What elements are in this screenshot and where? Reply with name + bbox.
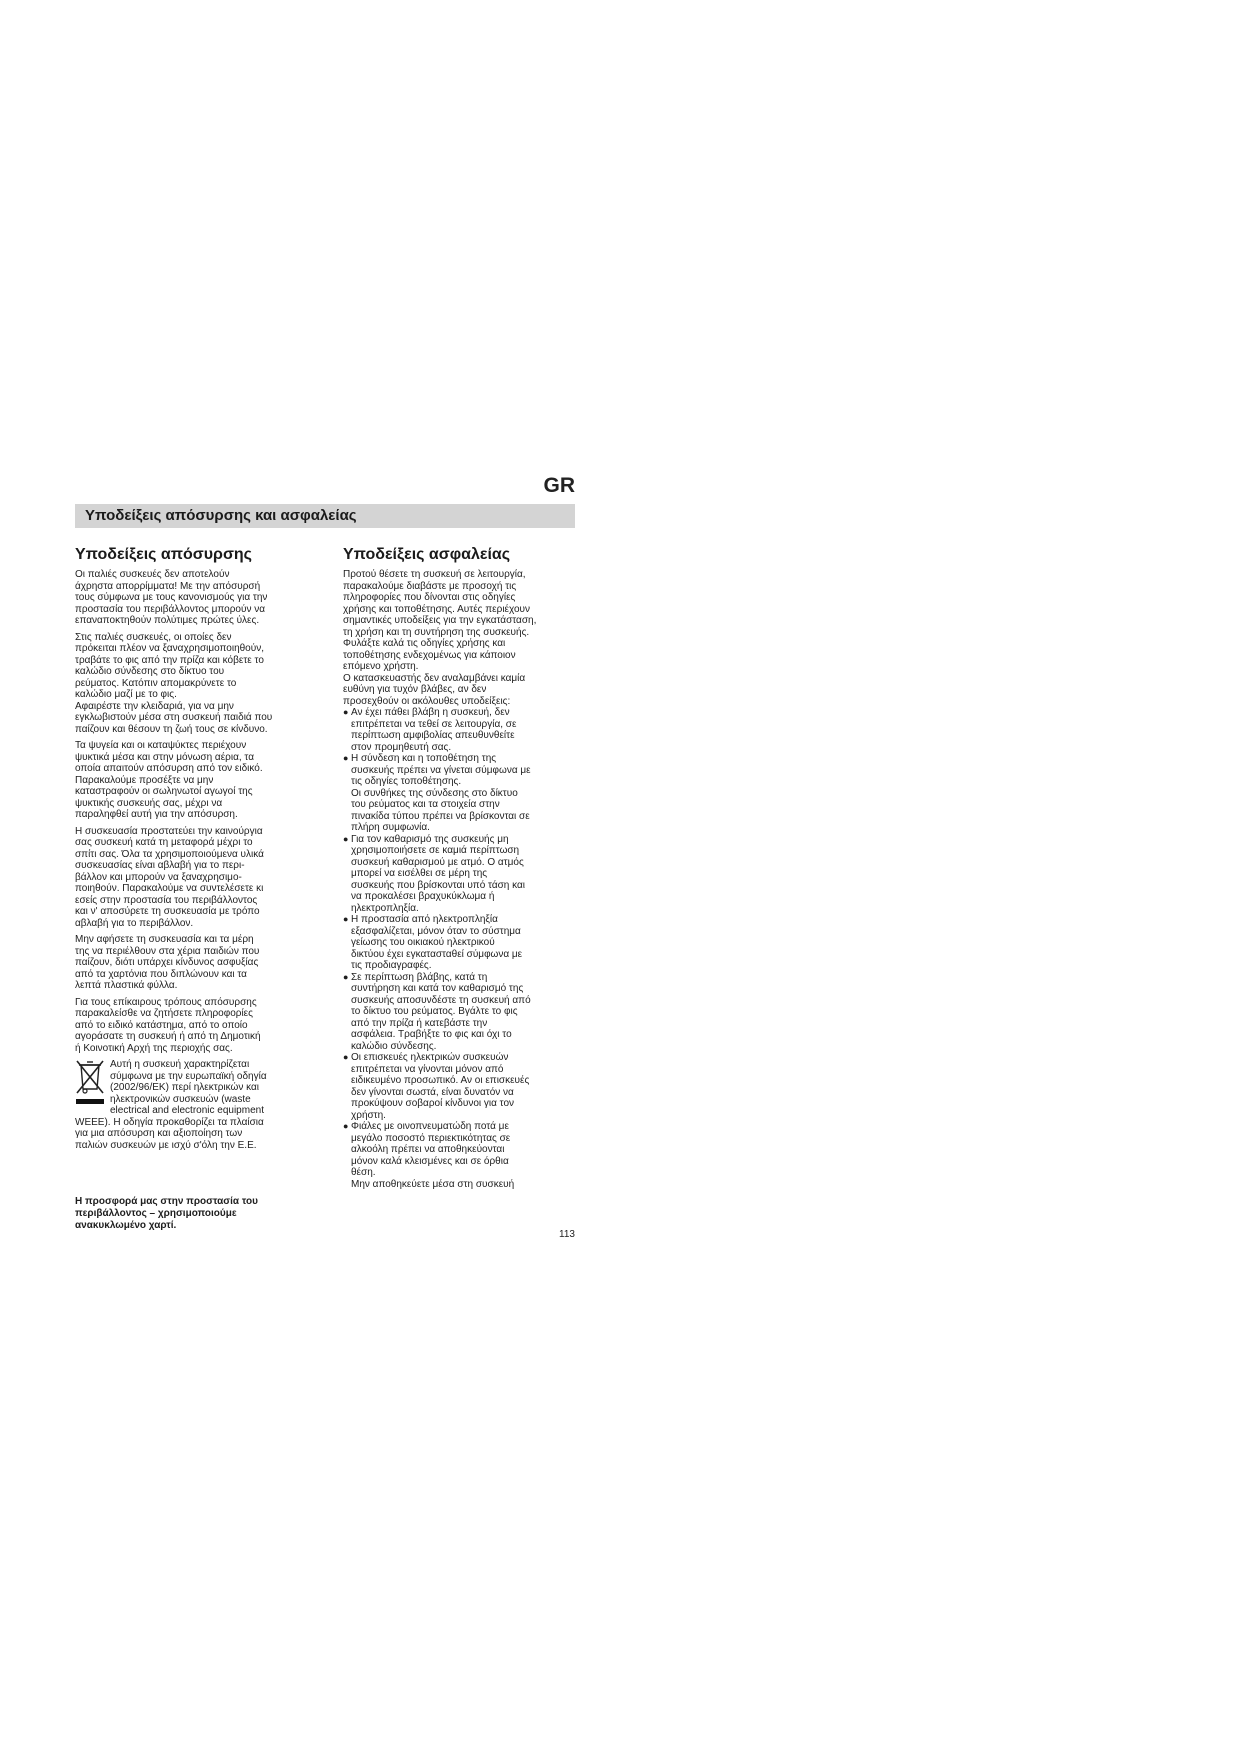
safety-bullet xyxy=(343,1121,575,1190)
bullet-icon: ● xyxy=(343,707,349,717)
section-title: Υποδείξεις απόσυρσης και ασφαλείας xyxy=(85,507,357,524)
recycled-paper-note: Η προσφορά μας στην προστασία του περιβάλλοντος – χρησιμοποιούμε ανακυκλωμένο χαρτί. xyxy=(75,1196,258,1231)
safety-bullet-text: Αν έχει πάθει βλάβη η συσκευή, δεν επιτρέπεται να τεθεί σε λειτουργία, σε περίπτωση αμφιβολίας απευθυνθείτε στον προμηθευτή σας. xyxy=(351,707,517,753)
safety-bullet xyxy=(343,707,575,753)
bullet-icon: ● xyxy=(343,1052,349,1062)
weee-text-continued: WEEE). Η οδηγία προκαθορίζει τα πλαίσια για μια απόσυρση και αξιοποίηση των παλιών συσκευών με ισχύ σ'όλη την Ε.Ε. xyxy=(75,1116,264,1151)
safety-bullet xyxy=(343,834,575,915)
crossed-out-wheelie-bin-icon xyxy=(75,1059,105,1105)
disposal-paragraph: Η συσκευασία προστατεύει την καινούργια σας συσκευή κατά τη μεταφορά μέχρι το σπίτι σας. Όλα τα χρησιμοποιούμενα υλικά συσκευασίας είναι αβλαβή για το περι- βάλλον και μπορούν να ξαναχρησιμο- ποιηθούν. Παρακαλούμε να συντελέσετε κι εσείς στην προστασία του περιβάλλοντος και ν' αποσύρετε τη συσκευασία με τρόπο αβλαβή για το περιβάλλον. xyxy=(75,825,264,929)
bullet-icon: ● xyxy=(343,971,349,982)
safety-bullet xyxy=(343,914,575,972)
bullet-icon: ● xyxy=(343,833,349,844)
safety-heading: Υποδείξεις ασφαλείας xyxy=(343,546,511,563)
disposal-column xyxy=(75,546,307,1156)
safety-bullet xyxy=(343,972,575,1053)
page-number: 113 xyxy=(559,1229,575,1240)
disposal-paragraph: Για τους επίκαιρους τρόπους απόσυρσης παρακαλείσθε να ζητήσετε πληροφορίες από το ειδικό κατάστημα, από το οποίο αγοράσατε τη συσκευή ή από τη Δημοτική ή Κοινοτική Αρχή της περιοχής σας. xyxy=(75,996,261,1054)
disposal-paragraph: Τα ψυγεία και οι καταψύκτες περιέχουν ψυκτικά μέσα και στην μόνωση αέρια, τα οποία απαιτούν απόσυρση από τον ειδικό. Παρακαλούμε προσέξτε να μην καταστραφούν οι σωληνωτοί αγωγοί της ψυκτικής συσκευής σας, μέχρι να παραληφθεί αυτή για την απόσυρση. xyxy=(75,740,263,820)
safety-bullet-text: Σε περίπτωση βλάβης, κατά τη συντήρηση και κατά τον καθαρισμό της συσκευής αποσυνδέστε τη συσκευή από το δίκτυο του ρεύματος. Βγάλτε το φις από την πρίζα ή κατεβάστε την ασφάλεια. Τραβήξτε το φις και όχι το καλώδιο σύνδεσης. xyxy=(351,971,531,1052)
safety-bullet-text: Η προστασία από ηλεκτροπληξία εξασφαλίζεται, μόνον όταν το σύστημα γείωσης του οικιακού ηλεκτρικού δικτύου έχει εγκατασταθεί σύμφωνα με τις προδιαγραφές. xyxy=(351,914,523,971)
safety-bullet xyxy=(343,1052,575,1121)
weee-notice xyxy=(75,1059,307,1151)
bullet-icon: ● xyxy=(343,753,349,763)
safety-column xyxy=(343,546,575,1190)
safety-bullet-text: Οι επισκευές ηλεκτρικών συσκευών επιτρέπεται να γίνονται μόνον από ειδικευμένο προσωπικό. Αν οι επισκευές δεν γίνονται σωστά, είναι δυνατόν να προκύψουν σοβαροί κίνδυνοι για τον χρήστη. xyxy=(351,1052,530,1121)
disposal-paragraph: Οι παλιές συσκευές δεν αποτελούν άχρηστα απορρίμματα! Με την απόσυρσή τους σύμφωνα με τους κανονισμούς για την προστασία του περιβάλλοντος μπορούν να επαναποκτηθούν πολύτιμες πρώτες ύλες. xyxy=(75,569,268,626)
disposal-heading: Υποδείξεις απόσυρσης xyxy=(75,546,252,563)
safety-intro: Προτού θέσετε τη συσκευή σε λειτουργία, παρακαλούμε διαβάστε με προσοχή τις πληροφορίες που δίνονται στις οδηγίες χρήσης και τοποθέτησης. Αυτές περιέχουν σημαντικές υποδείξεις για την εγκατάσταση, τη χρήση και τη συντήρηση της συσκευής. Φυλάξτε καλά τις οδηγίες χρήσης και τοποθέτησης ενδεχομένως για κάποιον επόμενο χρήστη. Ο κατασκευαστής δεν αναλαμβάνει καμία ευθύνη για τυχόν βλάβες, αν δεν προσεχθούν οι ακόλουθες υποδείξεις: xyxy=(343,569,537,707)
weee-text: Αυτή η συσκευή χαρακτηρίζεται σύμφωνα με την ευρωπαϊκή οδηγία (2002/96/ΕΚ) περί ηλεκτρικών και ηλεκτρονικών συσκευών (waste electrical and electronic equipment xyxy=(110,1059,267,1116)
safety-bullet-text: Η σύνδεση και η τοποθέτηση της συσκευής πρέπει να γίνεται σύμφωνα με τις οδηγίες τοποθέτησης. Οι συνθήκες της σύνδεσης στο δίκτυο του ρεύματος και τα στοιχεία στην πινακίδα τύπου πρέπει να βρίσκονται σε πλήρη συμφωνία. xyxy=(351,753,531,833)
safety-bullet xyxy=(343,753,575,834)
section-title-bar xyxy=(75,504,575,528)
safety-bullet-text: Φιάλες με οινοπνευματώδη ποτά με μεγάλο ποσοστό περιεκτικότητας σε αλκοόλη πρέπει να αποθηκεύονται μόνον καλά κλεισμένες και σε όρθια θέση. Μην αποθηκεύετε μέσα στη συσκευή xyxy=(351,1121,515,1190)
language-code: GR xyxy=(543,474,575,497)
disposal-paragraph: Στις παλιές συσκευές, οι οποίες δεν πρόκειται πλέον να ξαναχρησιμοποιηθούν, τραβάτε το φις από την πρίζα και κόβετε το καλώδιο σύνδεσης στο δίκτυο του ρεύματος. Κατόπιν απομακρύνετε το καλώδιο μαζί με το φις. Αφαιρέστε την κλειδαριά, για να μην εγκλωβιστούν μέσα στη συσκευή παιδιά που παίζουν και θέσουν τη ζωή τους σε κίνδυνο. xyxy=(75,631,273,735)
bullet-icon: ● xyxy=(343,1121,349,1131)
safety-bullet-text: Για τον καθαρισμό της συσκευής μη χρησιμοποιήσετε σε καμιά περίπτωση συσκευή καθαρισμού με ατμό. Ο ατμός μπορεί να εισέλθει σε μέρη της συσκευής που βρίσκονται υπό τάση και να προκαλέσει βραχυκύκλωμα ή ηλεκτροπληξία. xyxy=(351,833,526,914)
bullet-icon: ● xyxy=(343,914,349,924)
disposal-paragraph: Μην αφήσετε τη συσκευασία και τα μέρη της να περιέλθουν στα χέρια παιδιών που παίζουν, διότι υπάρχει κίνδυνος ασφυξίας από τα χαρτόνια που διπλώνουν και τα λεπτά πλαστικά φύλλα. xyxy=(75,934,260,991)
